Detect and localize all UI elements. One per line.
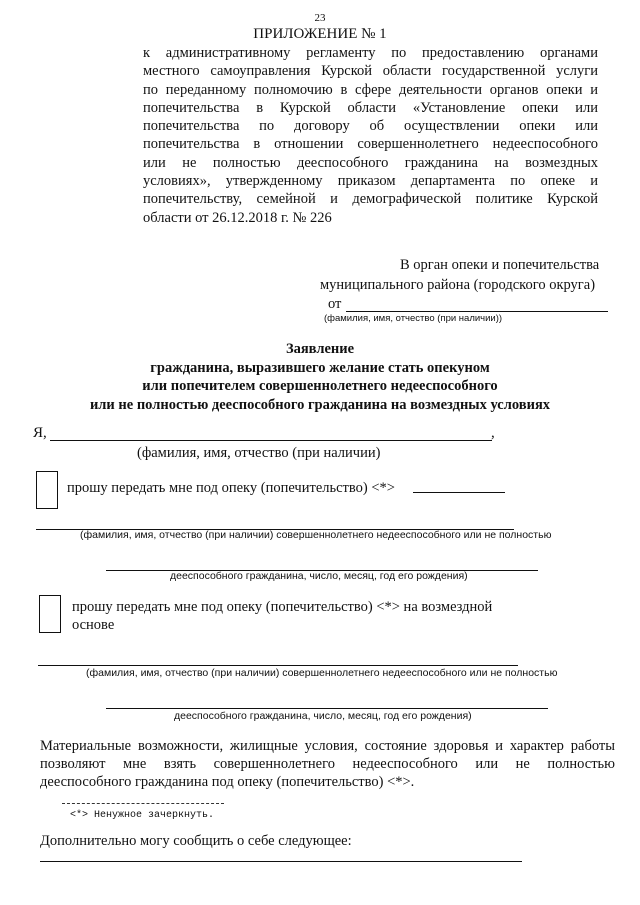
statement-subtitle-line: или попечителем совершеннолетнего недееспособного xyxy=(142,378,498,394)
applicant-comma: , xyxy=(491,425,495,441)
request2-ward-field[interactable] xyxy=(38,665,518,666)
conditions-line: позволяют мне взять совершеннолетнего недееспособного или не полностью xyxy=(40,756,615,772)
appendix-line: условиях», утвержденному приказом департамента по опеке и xyxy=(143,173,598,190)
conditions-line: Материальные возможности, жилищные условия, состояние здоровья и характер работы xyxy=(40,738,615,754)
request1-short-field[interactable] xyxy=(413,492,505,493)
appendix-line: местного самоуправления Курской области государственной услуги xyxy=(143,63,598,80)
request2-text xyxy=(72,598,532,634)
applicant-ya: Я, xyxy=(33,425,47,441)
additional-info-label: Дополнительно могу сообщить о себе следующее: xyxy=(40,833,352,849)
statement-title: Заявление xyxy=(285,341,355,357)
request2-ward-field2[interactable] xyxy=(106,708,548,709)
appendix-text xyxy=(143,44,598,227)
conditions-paragraph xyxy=(40,737,615,791)
statement-subtitle-line: или не полностью дееспособного гражданина на возмездных условиях xyxy=(89,396,551,413)
request1-checkbox[interactable] xyxy=(36,471,58,509)
addressee-line2: муниципального района (городского округа) xyxy=(320,277,596,293)
addressee-line1: В орган опеки и попечительства xyxy=(400,257,600,273)
request2-line: прошу передать мне под опеку (попечительство) <*> на возмездной xyxy=(72,599,493,615)
appendix-line: или не полностью дееспособного гражданина на возмездных xyxy=(143,154,598,171)
request2-checkbox[interactable] xyxy=(39,595,61,633)
request2-line: основе xyxy=(72,617,115,633)
appendix-line: к административному регламенту по предоставлению органами xyxy=(143,45,598,61)
request1-caption1: (фамилия, имя, отчество (при наличии) совершеннолетнего недееспособного или не полностью xyxy=(80,529,552,541)
page-number: 23 xyxy=(314,12,326,24)
statement-subtitle-line: гражданина, выразившего желание стать опекуном xyxy=(150,359,490,376)
appendix-line: по переданному полномочию в сфере деятельности органов опеки и xyxy=(143,81,598,98)
applicant-caption: (фамилия, имя, отчество (при наличии) xyxy=(137,445,381,461)
appendix-line: попечительству, семейной и демографической политике Курской xyxy=(143,191,598,208)
appendix-line: попечительства в отношении совершеннолетнего недееспособного xyxy=(143,136,598,153)
request1-caption2: дееспособного гражданина, число, месяц, год его рождения) xyxy=(170,570,468,582)
request1-text: прошу передать мне под опеку (попечительство) <*> xyxy=(67,480,395,496)
appendix-line: области от 26.12.2018 г. № 226 xyxy=(143,209,332,226)
applicant-name-field[interactable] xyxy=(50,440,492,441)
addressee-from-label: от xyxy=(328,296,342,312)
request2-caption2: дееспособного гражданина, число, месяц, год его рождения) xyxy=(174,710,472,722)
appendix-line: попечительства по договору об осуществлении опеки или xyxy=(143,118,598,135)
statement-title-block xyxy=(0,340,640,414)
footnote: <*> Ненужное зачеркнуть. xyxy=(70,810,215,821)
footnote-separator xyxy=(62,803,224,804)
conditions-line: дееспособного гражданина под опеку (попечительство) <*>. xyxy=(40,774,415,790)
request2-caption1: (фамилия, имя, отчество (при наличии) совершеннолетнего недееспособного или не полностью xyxy=(86,667,558,679)
addressee-from-hint: (фамилия, имя, отчество (при наличии)) xyxy=(324,313,503,324)
appendix-title: ПРИЛОЖЕНИЕ № 1 xyxy=(253,26,387,42)
addressee-from-field[interactable] xyxy=(346,311,608,312)
appendix-line: попечительства в Курской области «Установление опеки или xyxy=(143,99,598,116)
additional-info-field[interactable] xyxy=(40,861,522,862)
